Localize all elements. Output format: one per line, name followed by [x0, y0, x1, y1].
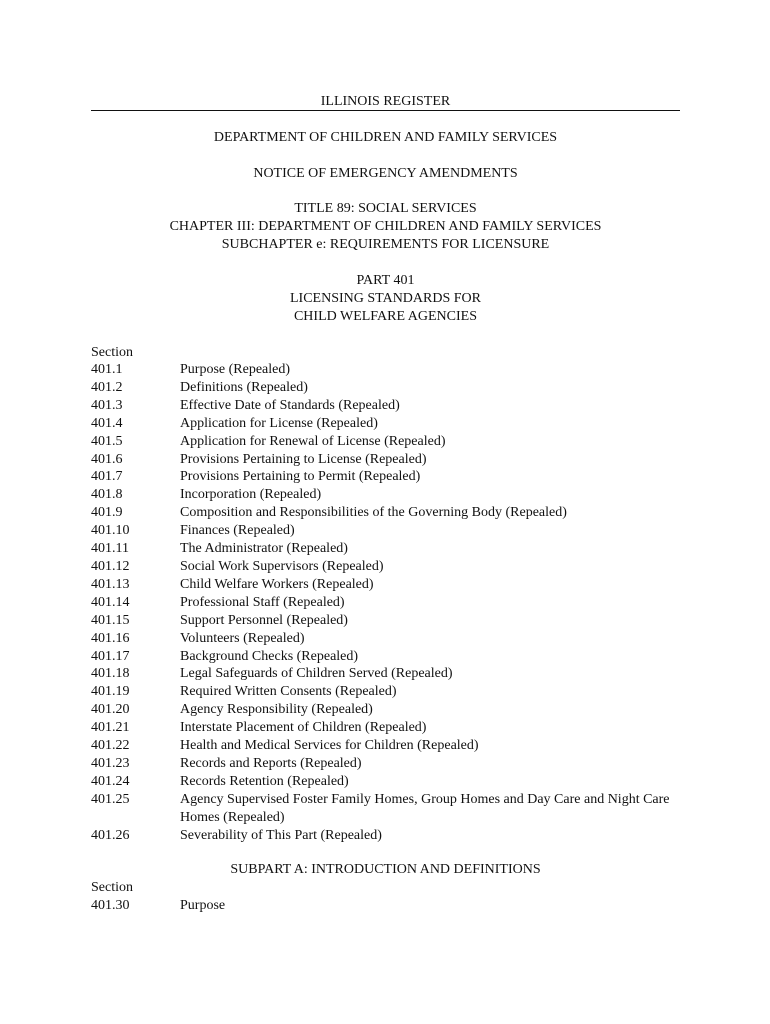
section-title: Agency Supervised Foster Family Homes, Group Homes and Day Care and Night Care Homes (Repealed) — [180, 791, 670, 825]
toc-entry — [91, 630, 691, 648]
section-column-label: Section — [91, 345, 133, 360]
toc-entry — [91, 522, 691, 540]
toc-entry — [91, 594, 691, 612]
chapter-line: CHAPTER III: DEPARTMENT OF CHILDREN AND FAMILY SERVICES — [169, 219, 602, 234]
toc-entry — [91, 773, 691, 791]
section-number: 401.20 — [91, 702, 130, 718]
section-number: 401.18 — [91, 666, 130, 682]
subpart-a-contents — [91, 897, 691, 915]
section-number: 401.14 — [91, 594, 130, 610]
section-number: 401.15 — [91, 612, 130, 628]
toc-entry — [91, 415, 691, 433]
table-of-contents — [91, 361, 691, 844]
section-title: Legal Safeguards of Children Served (Repealed) — [180, 666, 453, 682]
section-number: 401.10 — [91, 523, 130, 539]
notice-heading: NOTICE OF EMERGENCY AMENDMENTS — [253, 166, 518, 181]
toc-entry — [91, 576, 691, 594]
section-number: 401.30 — [91, 898, 130, 913]
section-title: Composition and Responsibilities of the Governing Body (Repealed) — [180, 505, 567, 521]
section-title: Application for License (Repealed) — [180, 415, 378, 431]
toc-entry — [91, 540, 691, 558]
title-line: TITLE 89: SOCIAL SERVICES — [294, 201, 477, 216]
toc-entry — [91, 361, 691, 379]
section-number: 401.23 — [91, 755, 130, 771]
toc-entry — [91, 504, 691, 522]
section-title: Purpose (Repealed) — [180, 362, 291, 377]
section-number: 401.2 — [91, 379, 123, 395]
toc-entry — [91, 683, 691, 701]
section-title: Provisions Pertaining to Permit (Repealed) — [180, 469, 421, 485]
subchapter-line: SUBCHAPTER e: REQUIREMENTS FOR LICENSURE — [221, 237, 550, 252]
section-number: 401.4 — [91, 415, 123, 431]
toc-entry — [91, 755, 691, 773]
section-title: Child Welfare Workers (Repealed) — [180, 576, 374, 592]
section-number: 401.7 — [91, 469, 123, 485]
section-title: Definitions (Repealed) — [180, 379, 308, 395]
section-number: 401.1 — [91, 362, 123, 377]
part-title-line-1: LICENSING STANDARDS FOR — [289, 291, 481, 306]
section-number: 401.12 — [91, 558, 130, 574]
toc-entry — [91, 827, 691, 845]
part-title-line-2: CHILD WELFARE AGENCIES — [293, 309, 478, 324]
toc-entry — [91, 468, 691, 486]
toc-entry — [91, 897, 691, 915]
toc-entry — [91, 701, 691, 719]
section-title: Application for Renewal of License (Repealed) — [180, 433, 446, 449]
section-number: 401.22 — [91, 738, 130, 754]
toc-entry — [91, 558, 691, 576]
toc-entry — [91, 737, 691, 755]
toc-entry — [91, 486, 691, 504]
section-title: Effective Date of Standards (Repealed) — [180, 397, 400, 413]
section-number: 401.8 — [91, 487, 123, 503]
toc-entry — [91, 451, 691, 469]
subpart-section-label: Section — [91, 880, 133, 895]
subpart-a-heading: SUBPART A: INTRODUCTION AND DEFINITIONS — [230, 862, 541, 877]
section-title: The Administrator (Repealed) — [180, 541, 348, 557]
toc-entry — [91, 612, 691, 630]
section-title: Professional Staff (Repealed) — [180, 594, 345, 610]
section-number: 401.16 — [91, 630, 130, 646]
section-number: 401.21 — [91, 720, 130, 736]
section-title: Severability of This Part (Repealed) — [180, 827, 382, 843]
toc-entry — [91, 433, 691, 451]
section-title: Records and Reports (Repealed) — [180, 755, 362, 771]
toc-entry — [91, 791, 691, 827]
header-rule — [91, 110, 680, 111]
section-title: Incorporation (Repealed) — [180, 487, 322, 503]
toc-entry — [91, 379, 691, 397]
section-title: Required Written Consents (Repealed) — [180, 684, 397, 700]
part-number: PART 401 — [356, 273, 415, 288]
section-title: Health and Medical Services for Children (Repealed) — [180, 738, 479, 754]
section-number: 401.3 — [91, 397, 123, 413]
toc-entry — [91, 719, 691, 737]
section-number: 401.26 — [91, 827, 130, 843]
section-number: 401.19 — [91, 684, 130, 700]
section-number: 401.25 — [91, 791, 130, 807]
section-title: Agency Responsibility (Repealed) — [180, 702, 373, 718]
section-title: Records Retention (Repealed) — [180, 773, 349, 789]
section-title: Finances (Repealed) — [180, 523, 295, 539]
section-number: 401.13 — [91, 576, 130, 592]
toc-entry — [91, 665, 691, 683]
toc-entry — [91, 397, 691, 415]
toc-entry — [91, 648, 691, 666]
section-number: 401.5 — [91, 433, 123, 449]
section-title: Support Personnel (Repealed) — [180, 612, 348, 628]
register-header: ILLINOIS REGISTER — [320, 94, 451, 109]
section-title: Interstate Placement of Children (Repealed) — [180, 720, 427, 736]
section-title: Provisions Pertaining to License (Repealed) — [180, 451, 427, 467]
section-title: Purpose — [180, 898, 226, 913]
section-number: 401.11 — [91, 541, 129, 557]
section-title: Background Checks (Repealed) — [180, 648, 359, 664]
department-heading: DEPARTMENT OF CHILDREN AND FAMILY SERVICES — [213, 130, 558, 145]
section-title: Volunteers (Repealed) — [180, 630, 305, 646]
section-number: 401.24 — [91, 773, 130, 789]
section-number: 401.17 — [91, 648, 130, 664]
section-title: Social Work Supervisors (Repealed) — [180, 558, 384, 574]
section-number: 401.6 — [91, 451, 123, 467]
section-number: 401.9 — [91, 505, 123, 521]
